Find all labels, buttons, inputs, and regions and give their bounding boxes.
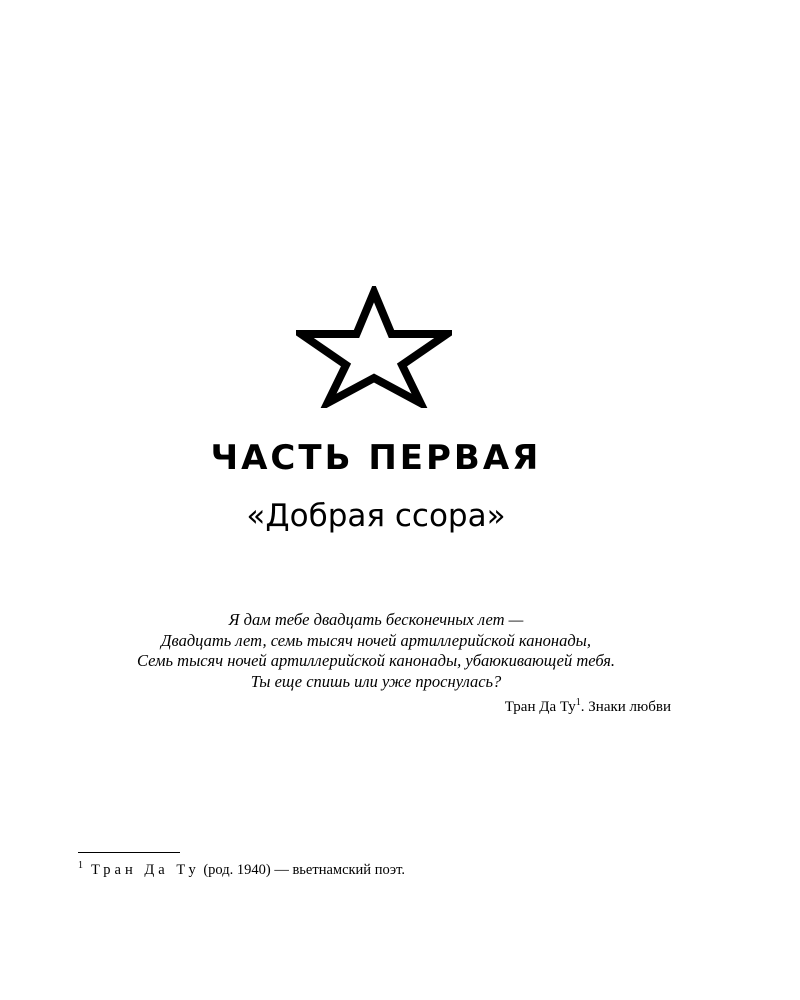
epigraph — [60, 610, 692, 692]
star-icon — [296, 286, 452, 408]
attribution-author: Тран Да Ту — [504, 699, 576, 715]
footnote-divider — [78, 852, 180, 853]
footnote — [78, 860, 405, 880]
epigraph-attribution — [505, 697, 671, 717]
attribution-source: . Знаки любви — [580, 699, 671, 715]
epigraph-line: Двадцать лет, семь тысяч ночей артиллерийской канонады, — [161, 630, 591, 650]
footnote-marker: 1 — [78, 860, 83, 871]
part-label: ЧАСТЬ ПЕРВАЯ — [210, 438, 542, 478]
footnote-name: Тран Да Ту — [91, 862, 200, 878]
epigraph-line: Семь тысяч ночей артиллерийской канонады, убаюкивающей тебя. — [136, 651, 616, 670]
epigraph-line: Я дам тебе двадцать бесконечных лет — — [228, 610, 524, 629]
footnote-reference[interactable]: 1 — [575, 697, 581, 708]
part-title: «Добрая ссора» — [246, 498, 506, 534]
epigraph-line: Ты еще спишь или уже проснулась? — [250, 671, 502, 691]
footnote-text: (род. 1940) — вьетнамский поэт. — [199, 862, 405, 878]
